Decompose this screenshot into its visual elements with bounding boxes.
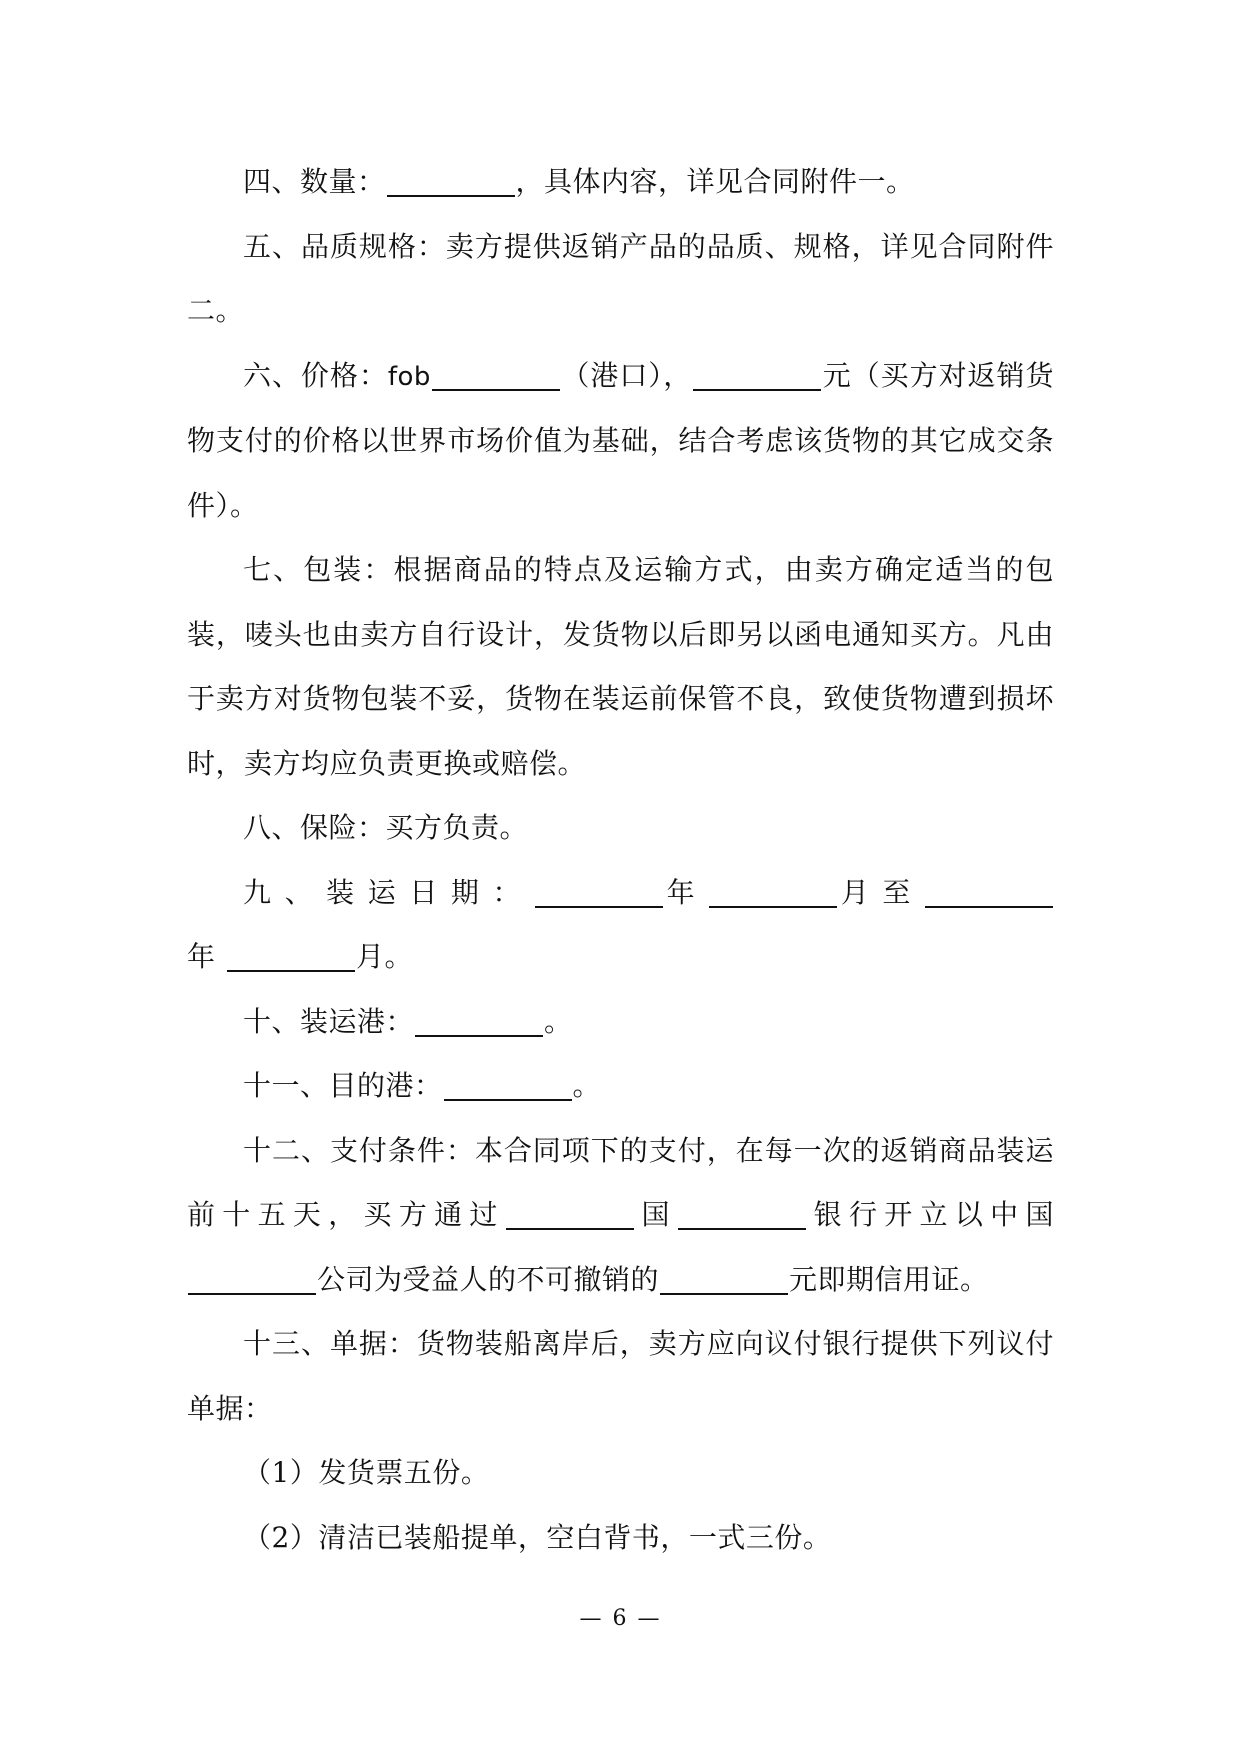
clause-destination-port-head: 十一、目的港： <box>243 1069 443 1102</box>
end-month-label: 月。 <box>356 940 414 973</box>
beneficiary-company-label: 公司为受益人的不可撤销的 <box>317 1262 660 1296</box>
clause-insurance <box>187 796 1054 861</box>
clause-insurance-text: 八、保险：买方负责。 <box>243 811 529 844</box>
clause-quantity <box>187 150 1054 215</box>
clause-packing <box>187 538 1054 796</box>
clause-destination-port-tail: 。 <box>572 1069 602 1102</box>
destination-port-blank <box>444 1069 572 1101</box>
clause-quantity-tail: ，具体内容，详见合同附件一。 <box>515 165 915 198</box>
fob-port-blank <box>432 359 560 391</box>
clause-quality <box>187 215 1054 344</box>
end-month-blank <box>227 940 355 972</box>
start-year-label: 年 <box>664 875 709 909</box>
clause-payment-head: 十二、支付条件：本合同项下的支付，在每一次的返销商品装运前十五天，买方通过 <box>187 1133 1054 1231</box>
clause-loading-port-head: 十、装运港： <box>243 1004 415 1038</box>
clause-quality-text: 五、品质规格：卖方提供返销产品的品质、规格，详见合同附件二。 <box>187 229 1054 327</box>
doc-item-invoice <box>187 1441 1054 1506</box>
payment-bank-label: 银行开立以中国 <box>806 1198 1054 1231</box>
clause-shipment-date <box>187 861 1054 990</box>
port-note: （港口）， <box>560 358 693 392</box>
clause-documents-text: 十三、单据：货物装船离岸后，卖方应向议付银行提供下列议付单据： <box>187 1327 1054 1425</box>
end-year-blank <box>925 876 1053 908</box>
start-month-label: 月至 <box>838 875 924 909</box>
clause-payment-tail: 元即期信用证。 <box>789 1262 989 1296</box>
loading-port-blank <box>415 1005 543 1037</box>
beneficiary-company-blank <box>188 1263 316 1295</box>
clause-shipment-date-head: 九、装运日期： <box>243 875 535 909</box>
fob-term: fob <box>387 361 431 392</box>
price-amount-blank <box>693 359 821 391</box>
clause-quantity-head: 四、数量： <box>243 165 386 198</box>
clause-payment <box>187 1119 1054 1313</box>
payment-country-blank <box>506 1198 634 1230</box>
doc-item-bill-of-lading <box>187 1506 1054 1571</box>
start-month-blank <box>709 876 837 908</box>
clause-loading-port <box>187 990 1054 1055</box>
clause-loading-port-tail: 。 <box>544 1004 573 1038</box>
clause-documents <box>187 1312 1054 1441</box>
clause-price-tail: 元（买方对返销货物支付的价格以世界市场价值为基础，结合考虑该货物的其它成交条件）。 <box>187 358 1054 522</box>
clause-destination-port <box>187 1054 1054 1119</box>
clause-price <box>187 344 1054 539</box>
clause-packing-text: 七、包装：根据商品的特点及运输方式，由卖方确定适当的包装，唛头也由卖方自行设计，发货物以后即另以函电通知买方。凡由于卖方对货物包装不妥，货物在装运前保管不良，致使货物遭到损坏时，卖方均应负责更换或赔偿。 <box>187 553 1054 780</box>
quantity-blank <box>387 165 515 197</box>
clause-price-head: 六、价格： <box>243 358 388 392</box>
credit-amount-blank <box>660 1263 788 1295</box>
end-year-label: 年 <box>187 940 227 973</box>
doc-item-invoice-text: （1）发货票五份。 <box>243 1456 490 1489</box>
page-number: — 6 — <box>579 1606 662 1631</box>
payment-country-label: 国 <box>634 1198 677 1231</box>
start-year-blank <box>535 876 663 908</box>
doc-item-bill-of-lading-text: （2）清洁已装船提单，空白背书，一式三份。 <box>243 1520 832 1554</box>
payment-bank-blank <box>678 1198 806 1230</box>
contract-body <box>187 150 1054 1570</box>
